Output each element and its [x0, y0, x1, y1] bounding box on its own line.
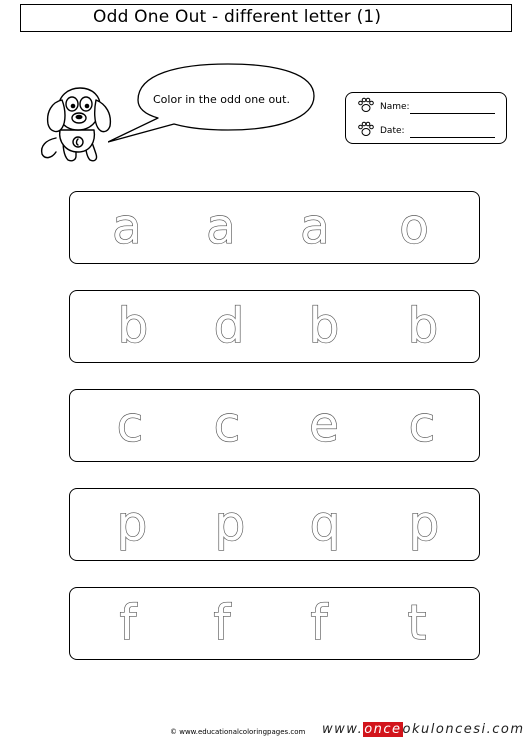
name-label: Name: [380, 102, 410, 112]
letter[interactable]: f [119, 594, 137, 651]
letter[interactable]: f [310, 594, 328, 651]
letter-row-4 [69, 488, 480, 561]
paw-print-icon [357, 120, 375, 138]
letter[interactable]: b [407, 297, 439, 354]
letter-row-3 [69, 389, 480, 462]
watermark [322, 722, 525, 737]
letter[interactable]: a [206, 198, 236, 255]
letter[interactable]: p [116, 495, 148, 552]
letter-row-1 [69, 191, 480, 264]
letter[interactable]: d [213, 297, 245, 354]
letter[interactable]: q [309, 495, 341, 552]
watermark-suffix: okuloncesi.com [402, 722, 525, 737]
watermark-prefix: www. [322, 722, 364, 737]
name-field[interactable] [380, 102, 410, 112]
date-label: Date: [380, 126, 405, 136]
letter[interactable]: p [408, 495, 440, 552]
copyright-footer: © www.educationalcoloringpages.com [170, 728, 306, 736]
letter[interactable]: b [308, 297, 340, 354]
letter-row-5 [69, 587, 480, 660]
letter[interactable]: a [112, 198, 142, 255]
letter[interactable]: b [117, 297, 149, 354]
watermark-highlight: once [364, 722, 402, 737]
letter[interactable]: e [309, 396, 339, 453]
page-title: Odd One Out - different letter (1) [93, 7, 382, 27]
instruction-text: Color in the odd one out. [153, 93, 290, 106]
title-bar [20, 4, 512, 32]
letter[interactable]: c [116, 396, 144, 453]
date-line [410, 137, 495, 138]
letter[interactable]: c [408, 396, 436, 453]
letter-row-2 [69, 290, 480, 363]
letter[interactable]: c [213, 396, 241, 453]
letter[interactable]: o [399, 198, 429, 255]
letter[interactable]: f [213, 594, 231, 651]
name-line [410, 113, 495, 114]
letter[interactable]: a [300, 198, 330, 255]
letter[interactable]: p [214, 495, 246, 552]
paw-print-icon [357, 96, 375, 114]
letter[interactable]: t [407, 594, 427, 651]
date-field[interactable] [380, 126, 405, 136]
